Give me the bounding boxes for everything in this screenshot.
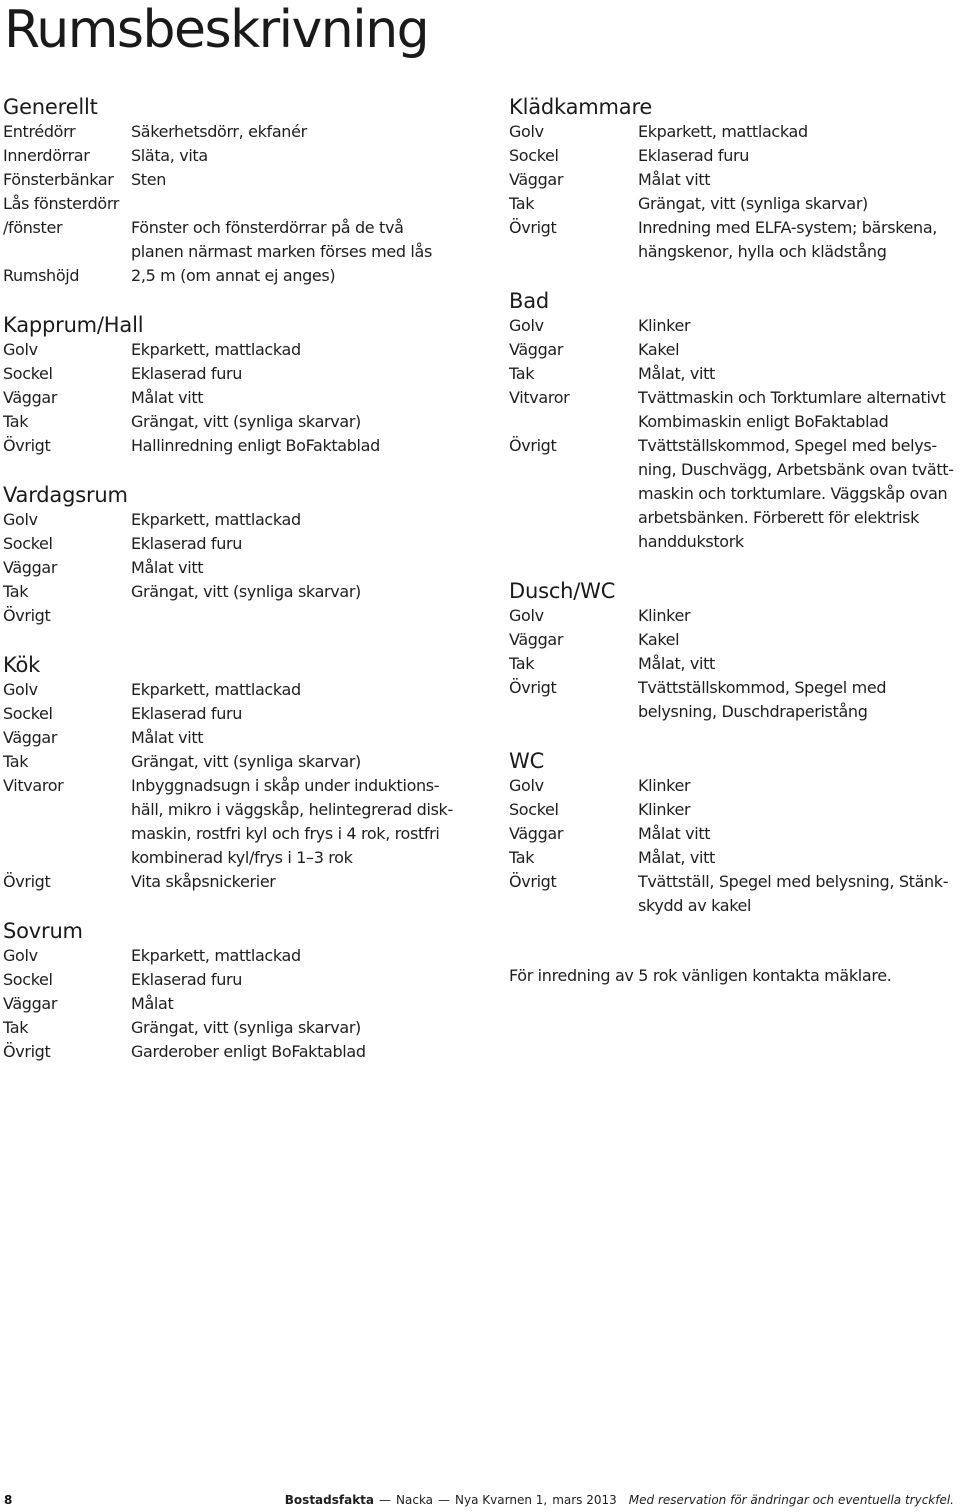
spec-label: Tak (509, 194, 535, 213)
spec-row (3, 870, 493, 894)
spec-row (509, 192, 954, 216)
footer-dash: — (438, 1493, 451, 1507)
spec-value: Kakel (638, 340, 680, 359)
spec-value: Grängat, vitt (synliga skarvar) (131, 582, 361, 601)
spec-value: Eklaserad furu (131, 364, 243, 383)
spec-value: Eklaserad furu (131, 970, 243, 989)
spec-value: Klinker (638, 606, 691, 625)
spec-row (3, 702, 493, 726)
spec-label: Innerdörrar (3, 146, 90, 165)
spec-label: Övrigt (3, 606, 51, 625)
spec-label: Övrigt (509, 218, 557, 237)
section-title: Klädkammare (509, 95, 653, 119)
spec-row (509, 870, 954, 918)
spec-row (509, 120, 954, 144)
spec-label: Golv (509, 776, 544, 795)
spec-value: 2,5 m (om annat ej anges) (131, 266, 336, 285)
inredning-note: För inredning av 5 rok vänligen kontakta mäklare. (509, 966, 892, 985)
spec-row (3, 120, 493, 144)
section-kapprum-hall (3, 312, 493, 458)
spec-label: Golv (3, 340, 38, 359)
footer-info (285, 1490, 954, 1510)
spec-label: Tak (509, 654, 535, 673)
section-title: Kök (3, 653, 41, 677)
spec-row (509, 676, 954, 724)
section-kladkammare (509, 94, 954, 264)
spec-label: Vitvaror (3, 776, 64, 795)
spec-row (509, 604, 954, 628)
section-bad (509, 288, 954, 554)
spec-row (3, 580, 493, 604)
spacer (509, 942, 954, 964)
footer-disclaimer: Med reservation för ändringar och eventuella tryckfel. (628, 1493, 954, 1507)
spec-value: Målat vitt (131, 388, 204, 407)
section-kok (3, 652, 493, 894)
spec-row (3, 750, 493, 774)
spec-value: Målat, vitt (638, 364, 715, 383)
spec-value: Ekparkett, mattlackad (131, 946, 301, 965)
spec-row (509, 362, 954, 386)
spec-row (3, 434, 493, 458)
footer-dash: — (379, 1493, 392, 1507)
spec-label: Golv (3, 680, 38, 699)
spec-value: Grängat, vitt (synliga skarvar) (131, 752, 361, 771)
spec-row (3, 410, 493, 434)
spec-value: Målat, vitt (638, 654, 715, 673)
page-number: 8 (4, 1493, 13, 1507)
spec-row (3, 264, 493, 288)
spec-value: Klinker (638, 800, 691, 819)
spec-row (3, 168, 493, 192)
footer-date: mars 2013 (552, 1493, 617, 1507)
spec-row (509, 798, 954, 822)
spec-label: Sockel (3, 970, 53, 989)
footer-project: Nya Kvarnen 1, (455, 1493, 548, 1507)
spec-value: Inredning med ELFA-system; bärskena, hängskenor, hylla och klädstång (638, 218, 938, 261)
spec-value: Inbyggnadsugn i skåp under induktions- häll, mikro i väggskåp, helintegrerad disk- maskin, rostfri kyl och frys i 4 rok, rostfri kombinerad kyl/frys i 1–3 rok (131, 776, 453, 867)
spec-label: Väggar (509, 630, 564, 649)
spec-label: Övrigt (3, 436, 51, 455)
spec-value: Hallinredning enligt BoFaktablad (131, 436, 380, 455)
spec-row (3, 726, 493, 750)
spec-row (3, 216, 493, 264)
section-title: Bad (509, 289, 550, 313)
spec-row (509, 168, 954, 192)
spec-value: Tvättställ, Spegel med belysning, Stänk- skydd av kakel (638, 872, 949, 915)
spec-label: Tak (3, 752, 29, 771)
spec-value: Ekparkett, mattlackad (638, 122, 808, 141)
spec-row (509, 846, 954, 870)
spec-label: Golv (509, 316, 544, 335)
spec-value: Målat vitt (638, 824, 711, 843)
spec-label: Sockel (509, 800, 559, 819)
spec-row (3, 556, 493, 580)
spec-row (509, 652, 954, 676)
spec-row (3, 992, 493, 1016)
spec-row (3, 338, 493, 362)
spec-label: Tak (3, 1018, 29, 1037)
right-sections (509, 94, 954, 918)
spec-value: Vita skåpsnickerier (131, 872, 276, 891)
spec-label: Tak (3, 412, 29, 431)
spec-label: Tak (3, 582, 29, 601)
spec-value: Målat vitt (131, 728, 204, 747)
spec-row (3, 774, 493, 870)
spec-label: Lås fönsterdörr (3, 194, 120, 213)
spec-row (3, 678, 493, 702)
spec-value (131, 192, 493, 216)
spec-row (3, 362, 493, 386)
spec-label: Sockel (3, 704, 53, 723)
spec-value: Släta, vita (131, 146, 208, 165)
spec-row (509, 774, 954, 798)
spec-row (509, 386, 954, 434)
spec-label: /fönster (3, 218, 63, 237)
spec-value: Ekparkett, mattlackad (131, 340, 301, 359)
spec-value (131, 604, 493, 628)
spec-row (509, 144, 954, 168)
section-title: Generellt (3, 95, 98, 119)
spec-label: Väggar (3, 994, 58, 1013)
spec-label: Sockel (509, 146, 559, 165)
spec-value: Fönster och fönsterdörrar på de två planen närmast marken förses med lås (131, 218, 432, 261)
spec-label: Sockel (3, 364, 53, 383)
spec-label: Golv (509, 606, 544, 625)
section-wc (509, 748, 954, 918)
spec-row (3, 532, 493, 556)
spec-label: Väggar (509, 824, 564, 843)
spec-row (3, 604, 493, 628)
section-title: Vardagsrum (3, 483, 128, 507)
spec-value: Eklaserad furu (131, 534, 243, 553)
spec-value: Eklaserad furu (131, 704, 243, 723)
spec-label: Entrédörr (3, 122, 76, 141)
spec-value: Grängat, vitt (synliga skarvar) (638, 194, 868, 213)
spec-label: Övrigt (509, 872, 557, 891)
spec-row (509, 628, 954, 652)
section-dusch-wc (509, 578, 954, 724)
spec-label: Sockel (3, 534, 53, 553)
page-title: Rumsbeskrivning (4, 0, 429, 60)
spec-row (509, 314, 954, 338)
spec-label: Vitvaror (509, 388, 570, 407)
section-title: WC (509, 749, 545, 773)
section-title: Sovrum (3, 919, 83, 943)
spec-label: Väggar (509, 340, 564, 359)
section-title: Dusch/WC (509, 579, 616, 603)
spec-label: Tak (509, 848, 535, 867)
spec-label: Golv (3, 946, 38, 965)
spec-label: Övrigt (3, 872, 51, 891)
spec-row (509, 338, 954, 362)
spec-row (509, 434, 954, 554)
page-footer (4, 1490, 954, 1510)
spec-row (3, 192, 493, 216)
spec-value: Grängat, vitt (synliga skarvar) (131, 1018, 361, 1037)
section-title: Kapprum/Hall (3, 313, 144, 337)
spec-value: Målat (131, 994, 174, 1013)
spec-value: Klinker (638, 316, 691, 335)
spec-value: Kakel (638, 630, 680, 649)
spec-row (3, 144, 493, 168)
section-sovrum (3, 918, 493, 1064)
spec-value: Målat vitt (638, 170, 711, 189)
right-column (509, 94, 954, 988)
spec-value: Eklaserad furu (638, 146, 750, 165)
spec-label: Väggar (3, 388, 58, 407)
spec-value: Tvättställskommod, Spegel med belysning, Duschdraperistång (638, 678, 887, 721)
spec-value: Målat, vitt (638, 848, 715, 867)
spec-row (3, 508, 493, 532)
spec-label: Golv (509, 122, 544, 141)
spec-row (3, 944, 493, 968)
spec-value: Ekparkett, mattlackad (131, 680, 301, 699)
spec-label: Väggar (509, 170, 564, 189)
spec-row (3, 386, 493, 410)
section-vardagsrum (3, 482, 493, 628)
spec-row (3, 968, 493, 992)
spec-row (509, 822, 954, 846)
left-column (3, 94, 493, 1088)
footer-location: Nacka (396, 1493, 434, 1507)
spec-label: Övrigt (3, 1042, 51, 1061)
spec-label: Övrigt (509, 436, 557, 455)
section-generellt (3, 94, 493, 288)
spec-value: Sten (131, 170, 167, 189)
spec-value: Ekparkett, mattlackad (131, 510, 301, 529)
spec-row (3, 1040, 493, 1064)
spec-label: Tak (509, 364, 535, 383)
spec-label: Väggar (3, 728, 58, 747)
spec-row (3, 1016, 493, 1040)
spec-label: Övrigt (509, 678, 557, 697)
spec-value: Målat vitt (131, 558, 204, 577)
spec-value: Säkerhetsdörr, ekfanér (131, 122, 307, 141)
spec-label: Väggar (3, 558, 58, 577)
spec-value: Grängat, vitt (synliga skarvar) (131, 412, 361, 431)
spec-value: Klinker (638, 776, 691, 795)
spec-value: Garderober enligt BoFaktablad (131, 1042, 366, 1061)
spec-label: Fönsterbänkar (3, 170, 114, 189)
spec-label: Golv (3, 510, 38, 529)
spec-row (509, 216, 954, 264)
spec-label: Rumshöjd (3, 266, 80, 285)
footer-brand: Bostadsfakta (284, 1493, 375, 1507)
spec-value: Tvättställskommod, Spegel med belys- ning, Duschvägg, Arbetsbänk ovan tvätt- maskin och torktumlare. Väggskåp ovan arbetsbänken. Förberett för elektrisk handdukstork (638, 436, 954, 551)
spec-value: Tvättmaskin och Torktumlare alternativt Kombimaskin enligt BoFaktablad (638, 388, 946, 431)
